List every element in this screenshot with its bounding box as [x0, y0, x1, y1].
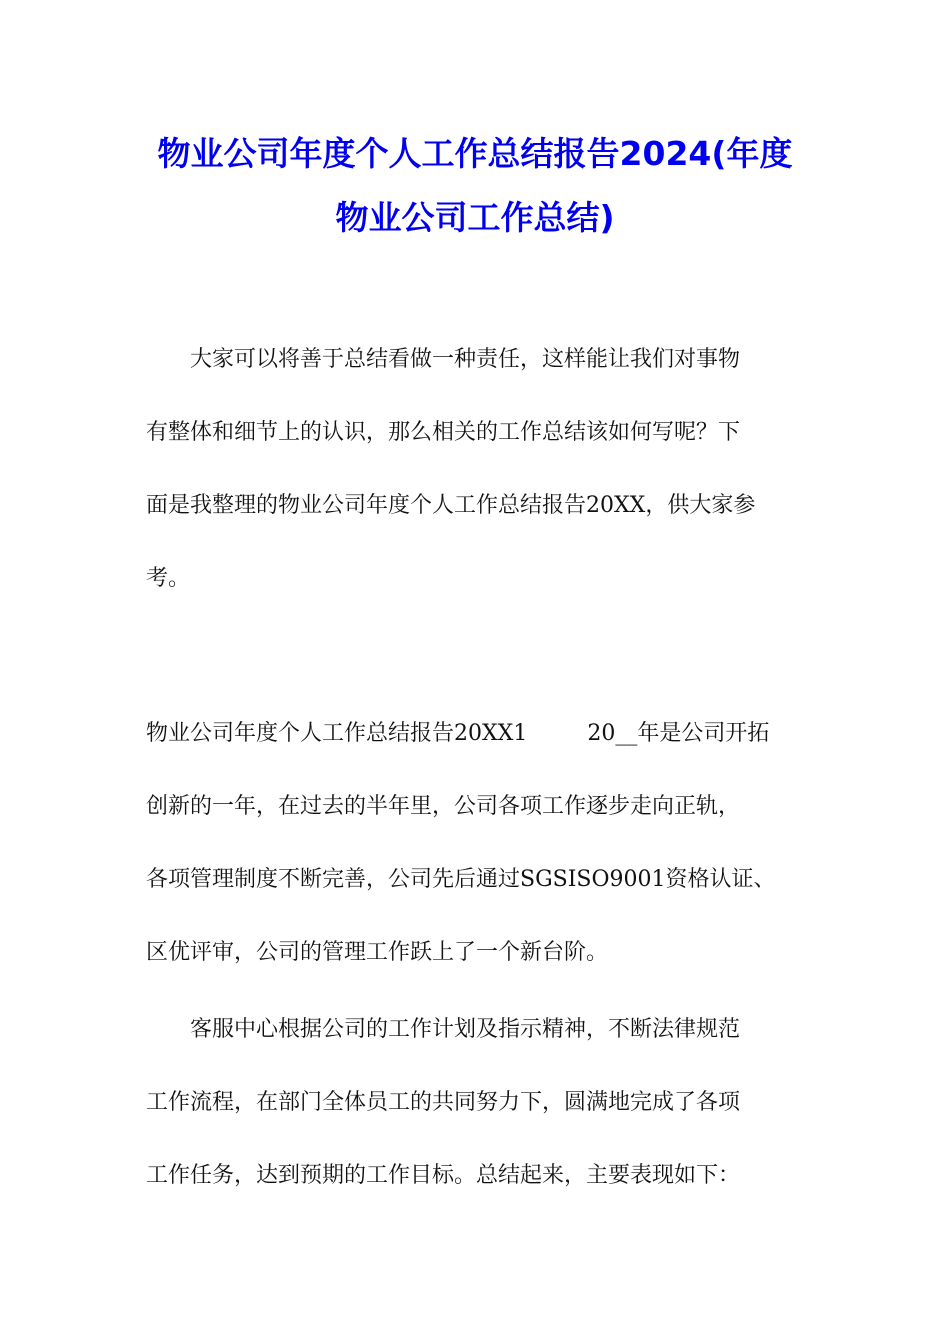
section-heading: 物业公司年度个人工作总结报告20XX1 [146, 721, 528, 746]
intro-paragraph [146, 323, 806, 615]
document-title [120, 122, 830, 250]
service-center-paragraph [146, 993, 806, 1212]
paragraph-line [146, 697, 806, 770]
paragraph-line: 工作任务，达到预期的工作目标。总结起来，主要表现如下： [146, 1163, 741, 1188]
title-line: 物业公司工作总结) [335, 198, 615, 237]
report-paragraph [146, 697, 806, 989]
paragraph-text: 20__年是公司开拓 [587, 721, 770, 746]
paragraph-line: 区优评审，公司的管理工作跃上了一个新台阶。 [146, 940, 609, 965]
paragraph-line: 大家可以将善于总结看做一种责任，这样能让我们对事物 [190, 347, 741, 372]
paragraph-line: 各项管理制度不断完善，公司先后通过SGSISO9001资格认证、 [146, 867, 776, 892]
paragraph-line: 面是我整理的物业公司年度个人工作总结报告20XX，供大家参 [146, 493, 756, 518]
paragraph-line: 有整体和细节上的认识，那么相关的工作总结该如何写呢？下 [146, 420, 741, 445]
paragraph-line: 考。 [146, 566, 191, 591]
title-line: 物业公司年度个人工作总结报告2024(年度 [157, 134, 793, 173]
paragraph-line: 创新的一年，在过去的半年里，公司各项工作逐步走向正轨， [146, 794, 741, 819]
paragraph-line: 工作流程，在部门全体员工的共同努力下，圆满地完成了各项 [146, 1090, 741, 1115]
paragraph-line: 客服中心根据公司的工作计划及指示精神，不断法律规范 [190, 1017, 741, 1042]
